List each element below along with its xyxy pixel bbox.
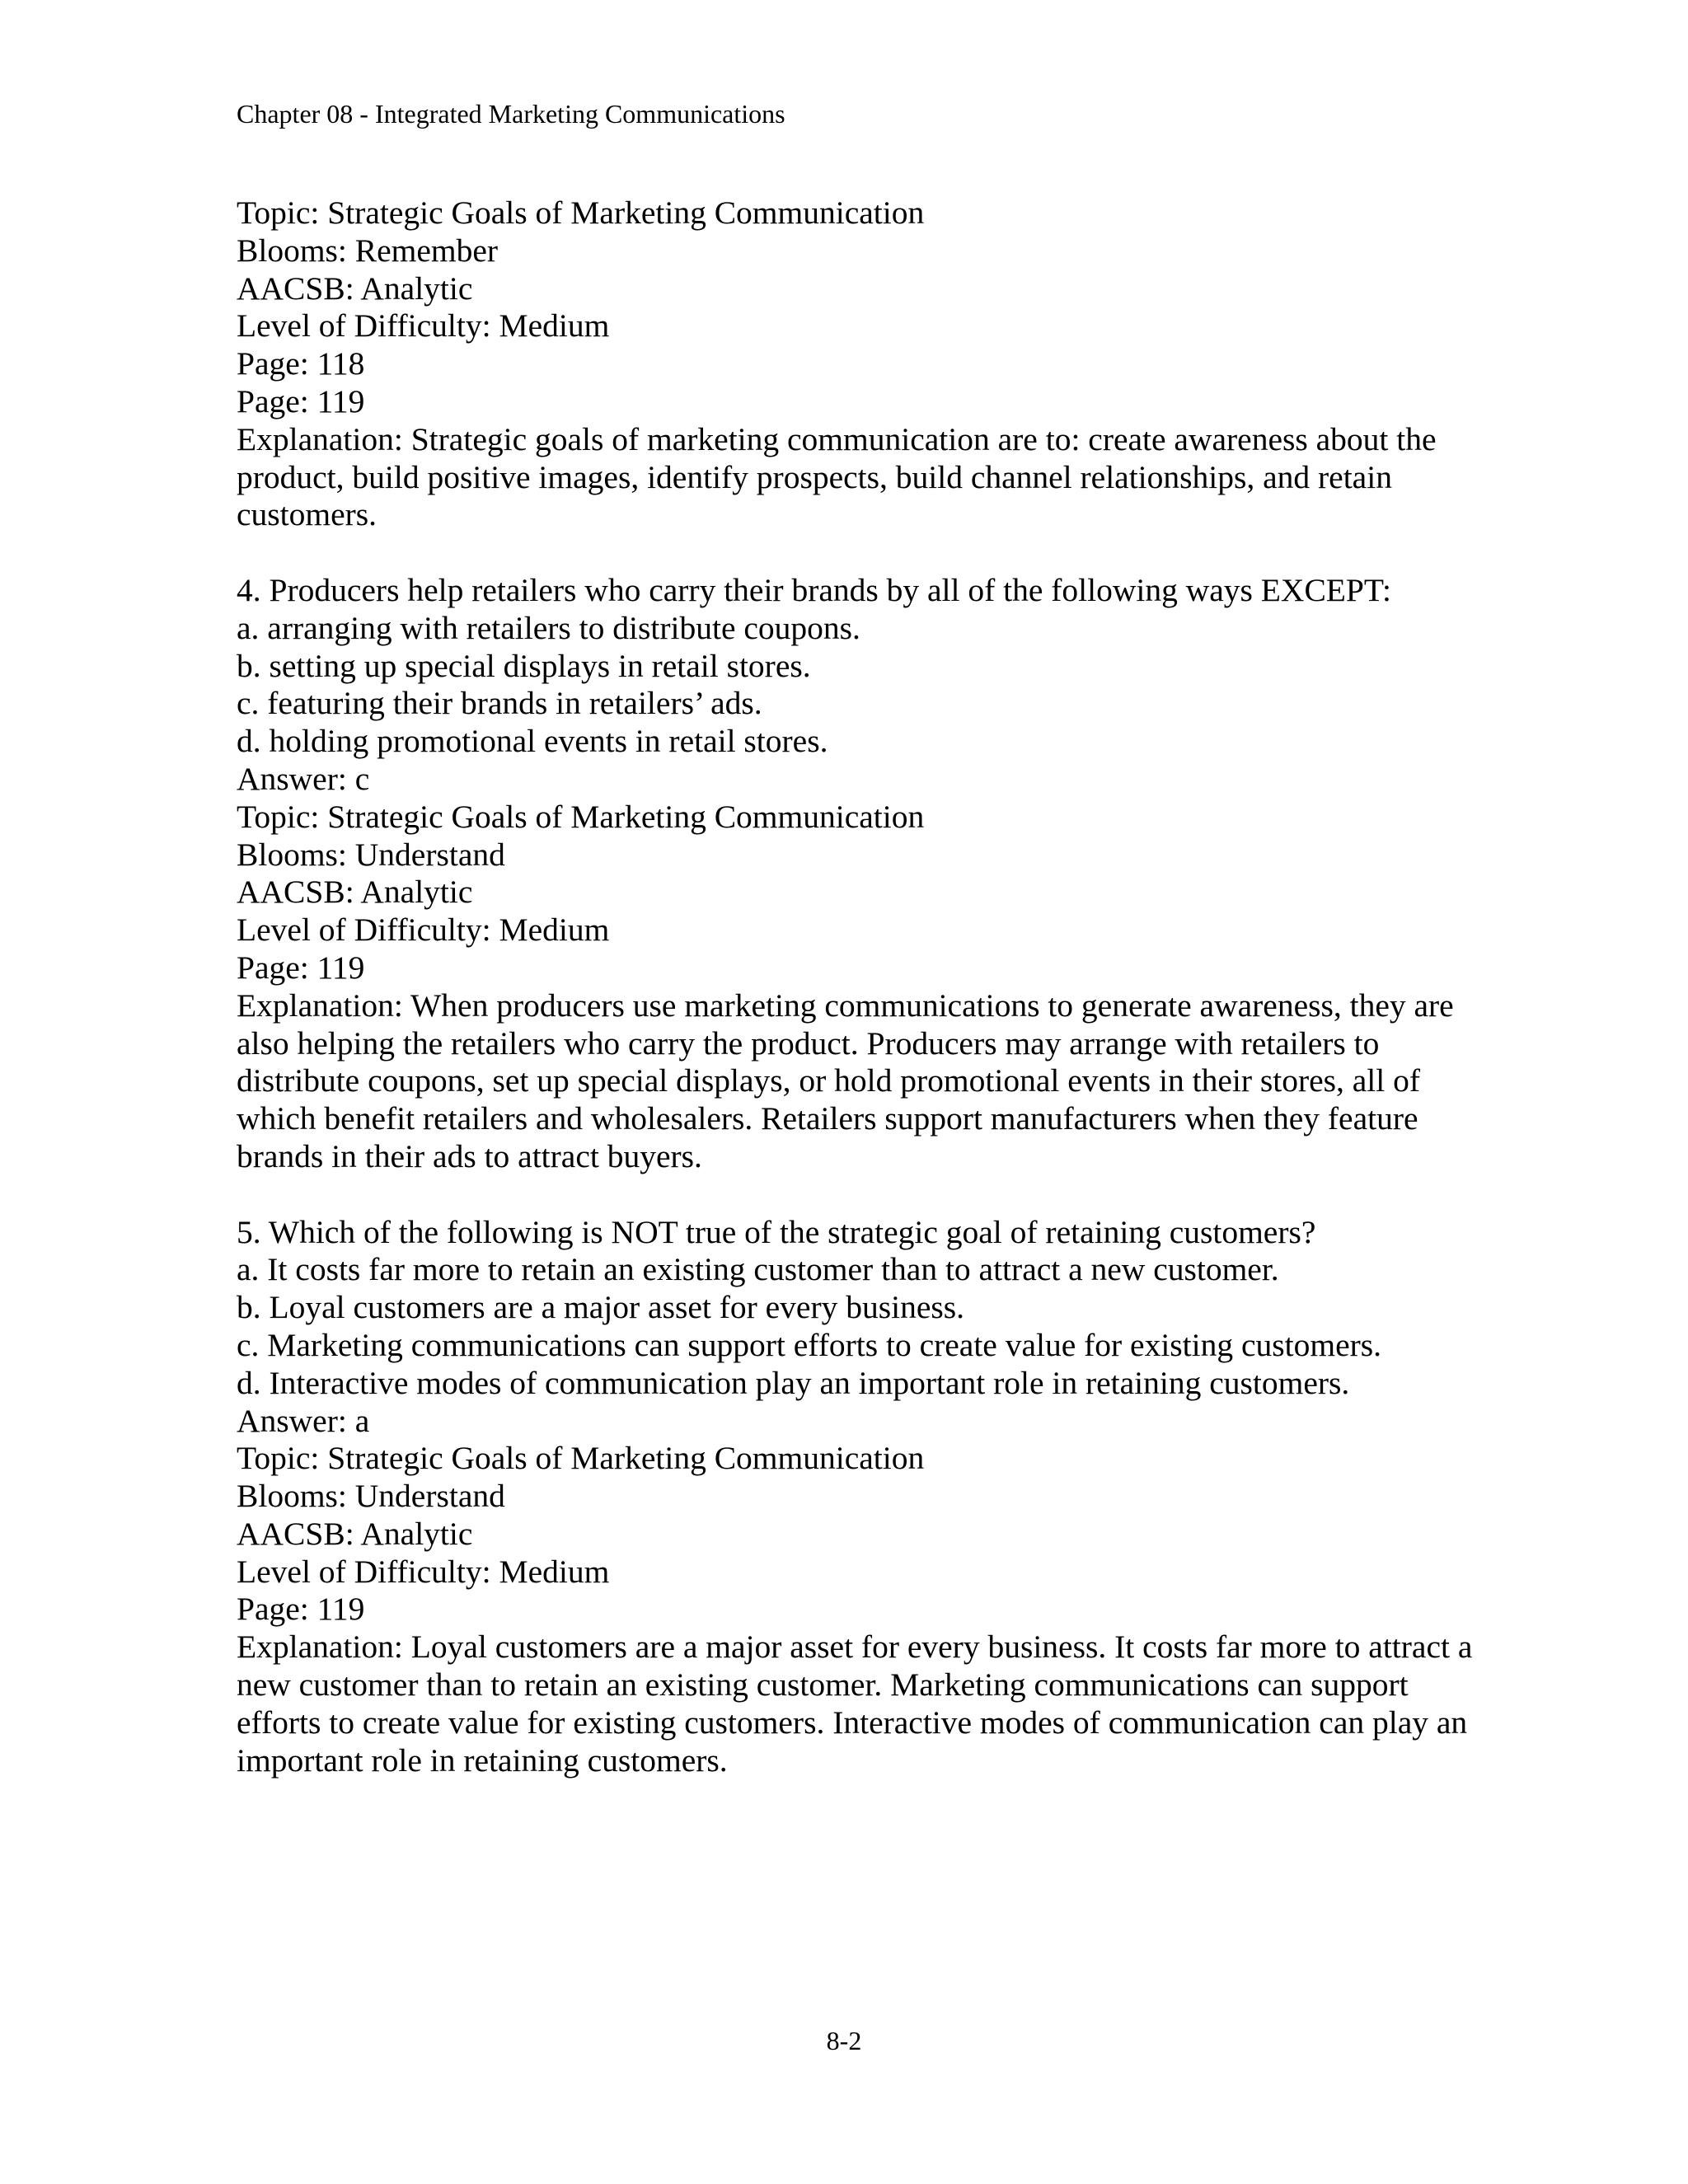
blooms-line: Blooms: Understand (237, 836, 505, 873)
explanation-paragraph: Explanation: Loyal customers are a major asset for every business. It costs far more to attract a new customer than to retain an existing customer. Marketing communications can support efforts to create value for existing customers. Interactive modes of communication can play an important role in retaining customers. (237, 1629, 1473, 1779)
option-b: b. setting up special displays in retail stores. (237, 647, 811, 684)
answer-line: Answer: a (237, 1402, 370, 1439)
aacsb-line: AACSB: Analytic (237, 1515, 473, 1552)
option-a: a. It costs far more to retain an existing customer than to attract a new customer. (237, 1251, 1279, 1288)
question-4: 4. Producers help retailers who carry their brands by all of the following ways EXCEPT: (237, 571, 1392, 608)
option-d: d. Interactive modes of communication play an important role in retaining customers. (237, 1364, 1350, 1401)
aacsb-line: AACSB: Analytic (237, 874, 473, 911)
page-line: Page: 119 (237, 382, 365, 419)
explanation-paragraph: Explanation: Strategic goals of marketing communication are to: create awareness about the product, build positive images, identify prospects, build channel relationships, and retain customers. (237, 420, 1437, 533)
option-c: c. Marketing communications can support efforts to create value for existing customers. (237, 1326, 1382, 1363)
topic-line: Topic: Strategic Goals of Marketing Communication (237, 194, 925, 231)
page-line: Page: 118 (237, 345, 365, 382)
blooms-line: Blooms: Remember (237, 232, 499, 269)
difficulty-line: Level of Difficulty: Medium (237, 307, 610, 344)
page-header: Chapter 08 - Integrated Marketing Communications (237, 99, 785, 129)
page-line: Page: 119 (237, 1591, 365, 1628)
option-b: b. Loyal customers are a major asset for every business. (237, 1289, 964, 1326)
spacer (237, 1176, 1481, 1214)
explanation-paragraph: Explanation: When producers use marketing communications to generate awareness, they are also helping the retailers who carry the product. Producers may arrange with retailers to distribute coupons, set up special displays, or hold promotional events in their stores, all of which benefit retailers and wholesalers. Retailers support manufacturers when they feature brands in their ads to attract buyers. (237, 987, 1454, 1174)
question-5: 5. Which of the following is NOT true of the strategic goal of retaining customers? (237, 1213, 1316, 1250)
blooms-line: Blooms: Understand (237, 1478, 505, 1515)
option-a: a. arranging with retailers to distribute coupons. (237, 609, 860, 646)
aacsb-line: AACSB: Analytic (237, 269, 473, 307)
page-number: 8-2 (826, 2026, 862, 2055)
option-c: c. featuring their brands in retailers’ ads. (237, 685, 762, 722)
page-line: Page: 119 (237, 949, 365, 986)
difficulty-line: Level of Difficulty: Medium (237, 912, 610, 949)
topic-line: Topic: Strategic Goals of Marketing Communication (237, 798, 925, 835)
topic-line: Topic: Strategic Goals of Marketing Communication (237, 1440, 925, 1477)
difficulty-line: Level of Difficulty: Medium (237, 1553, 610, 1590)
page-content (237, 194, 1481, 1779)
answer-line: Answer: c (237, 760, 370, 797)
option-d: d. holding promotional events in retail stores. (237, 723, 828, 760)
spacer (237, 534, 1481, 572)
